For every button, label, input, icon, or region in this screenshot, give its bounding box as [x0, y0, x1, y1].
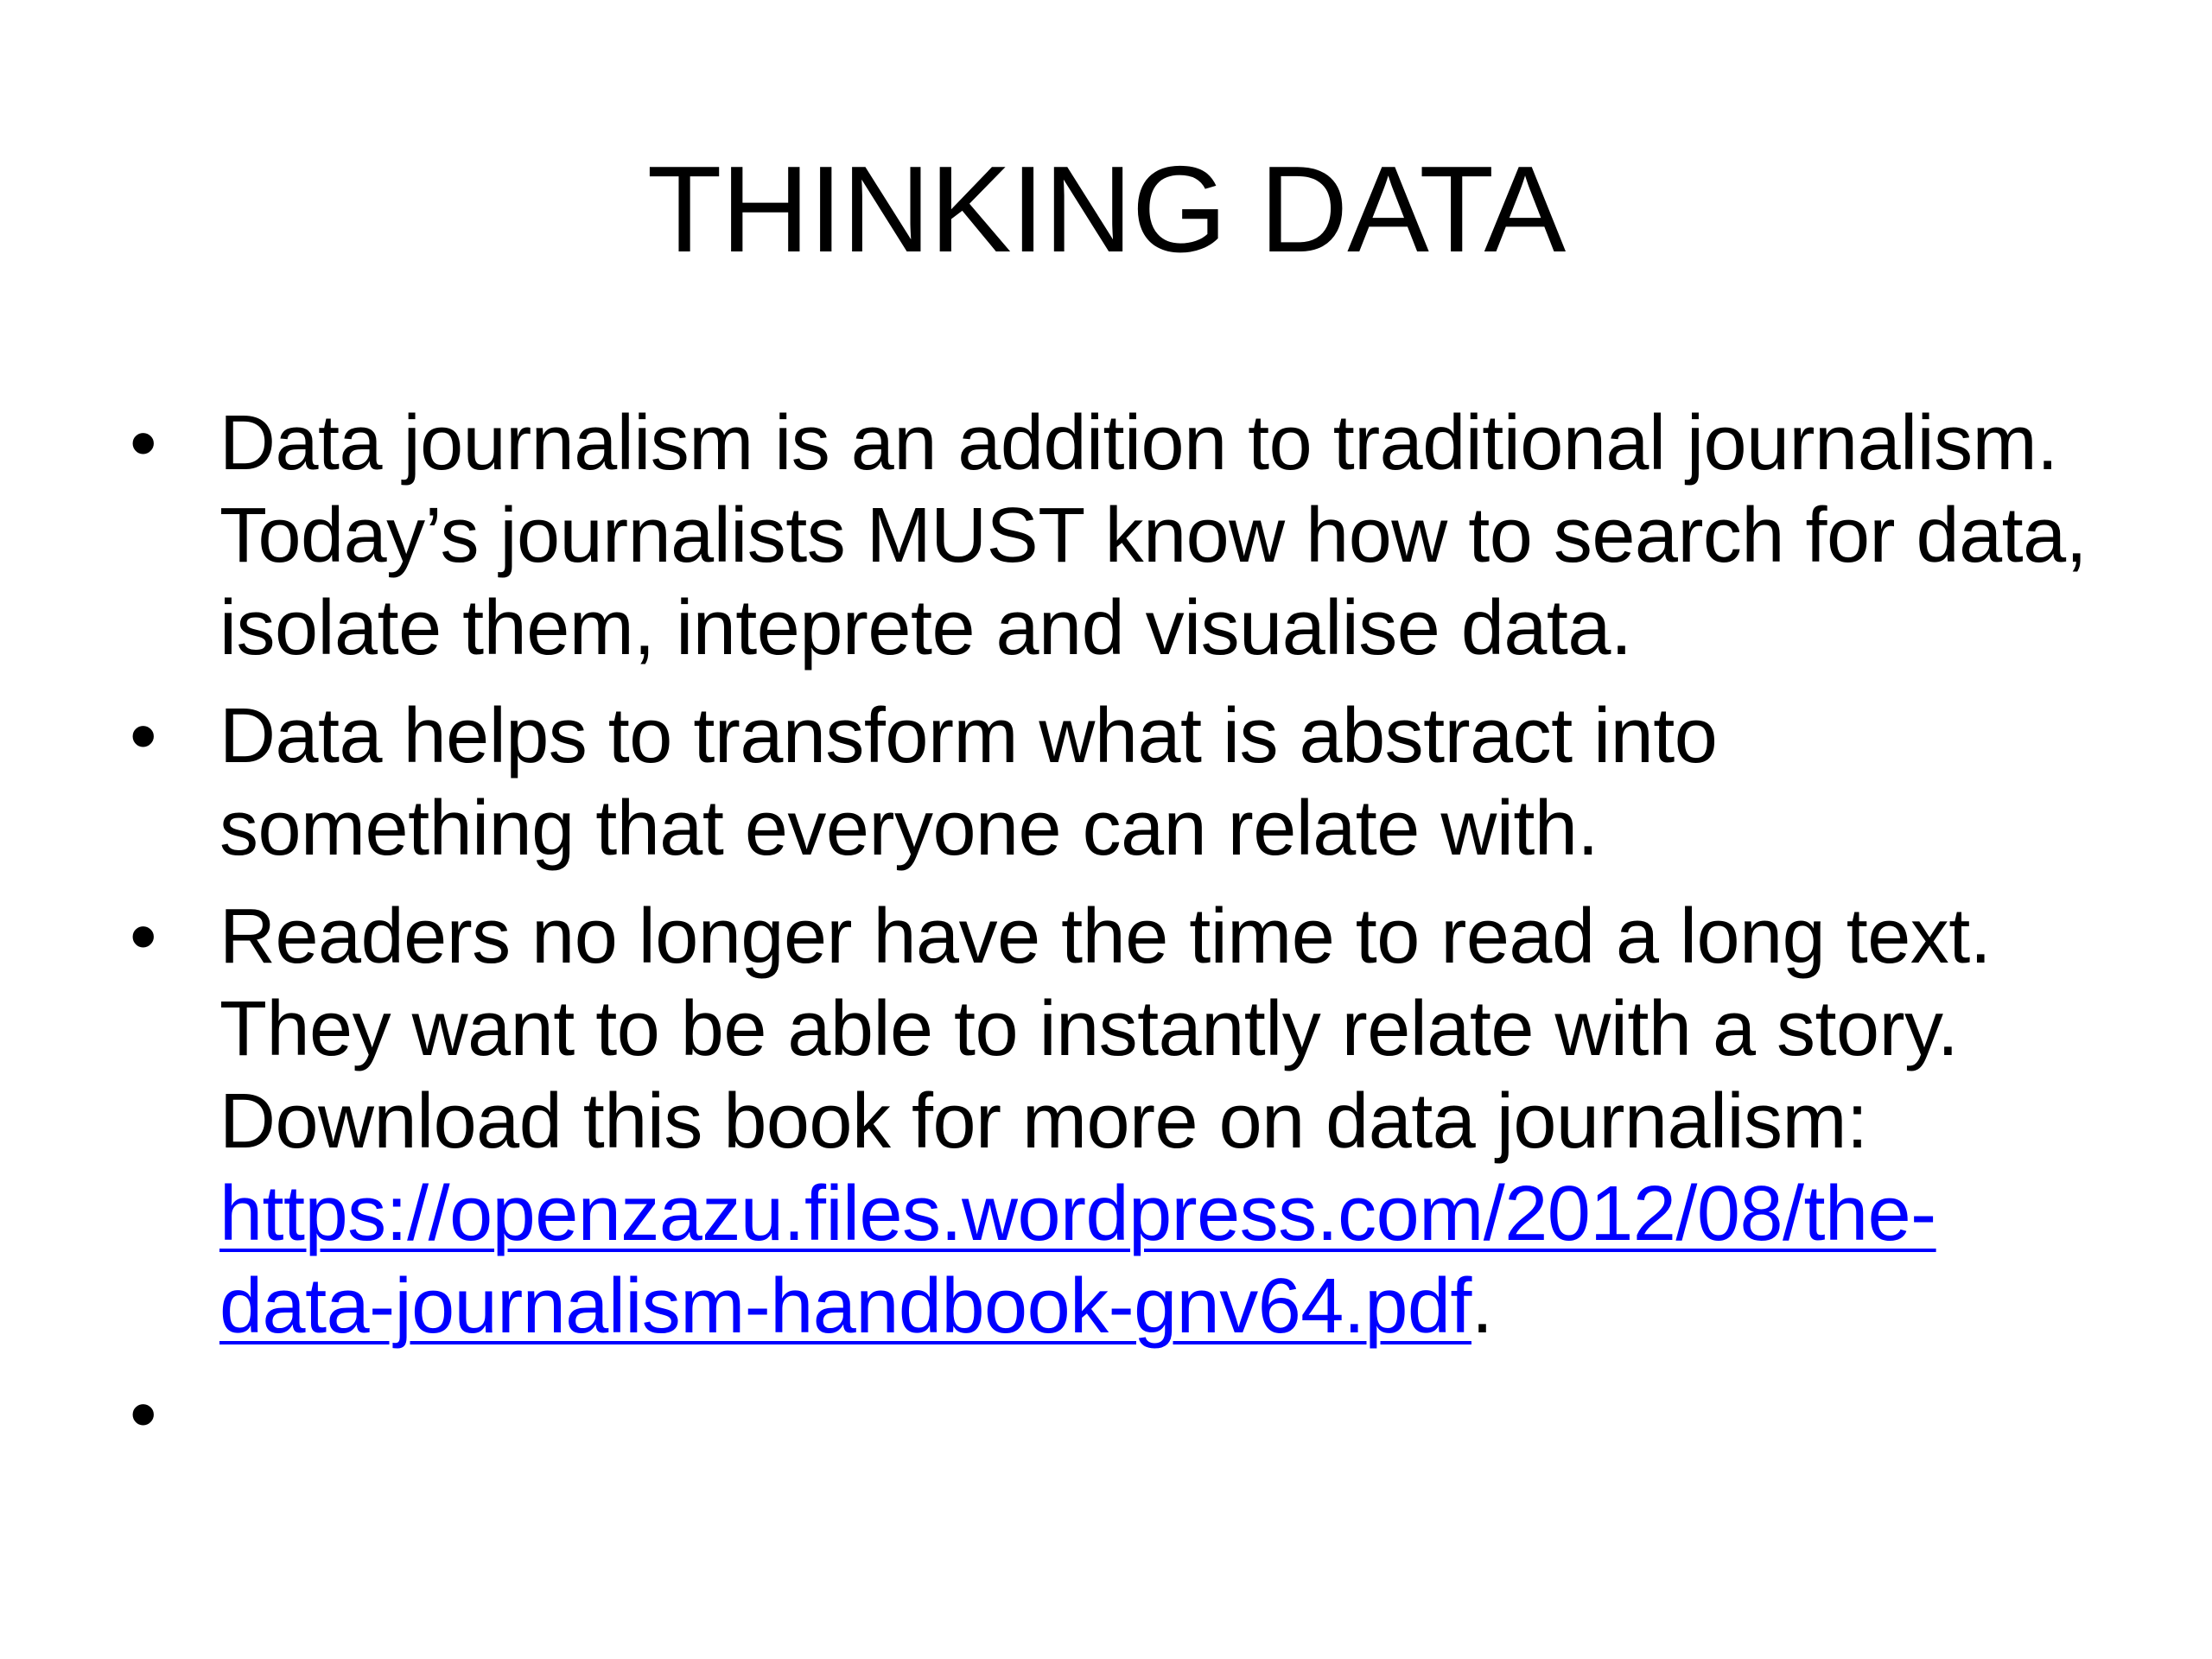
bullet-text-line: Data journalism is an addition to traditional journalism.	[219, 400, 2058, 486]
bullet-text-line: Data helps to transform what is abstract into	[219, 693, 1718, 779]
list-item	[130, 891, 2117, 1353]
bullet-list	[130, 397, 2117, 1477]
bullet-text-line: They want to be able to instantly relate with a story.	[219, 986, 1959, 1072]
bullet-dot-icon: •	[130, 693, 157, 779]
trailing-period: .	[1471, 1263, 1493, 1350]
bullet-dot-icon: •	[130, 400, 157, 486]
bullet-text-line: Download this book for more on data journalism:	[219, 1078, 1868, 1165]
empty-list-item	[130, 1369, 2117, 1461]
handbook-link[interactable]: https://openzazu.files.wordpress.com/2012/08/the-	[219, 1171, 1936, 1257]
list-item	[130, 690, 2117, 875]
bullet-text-line: something that everyone can relate with.	[219, 785, 1599, 872]
handbook-link-line	[219, 1168, 2117, 1261]
handbook-link[interactable]: data-journalism-handbook-gnv64.pdf	[219, 1263, 1471, 1350]
bullet-dot-icon: •	[130, 1371, 157, 1458]
bullet-text-line: Readers no longer have the time to read a long text.	[219, 893, 1992, 980]
bullet-text-line: isolate them, inteprete and visualise data.	[219, 585, 1632, 671]
bullet-dot-icon: •	[130, 893, 157, 980]
handbook-link-line	[219, 1261, 2117, 1353]
bullet-text-line: Today’s journalists MUST know how to search for data,	[219, 493, 2088, 579]
list-item	[130, 397, 2117, 675]
slide-title: THINKING DATA	[646, 141, 1566, 278]
